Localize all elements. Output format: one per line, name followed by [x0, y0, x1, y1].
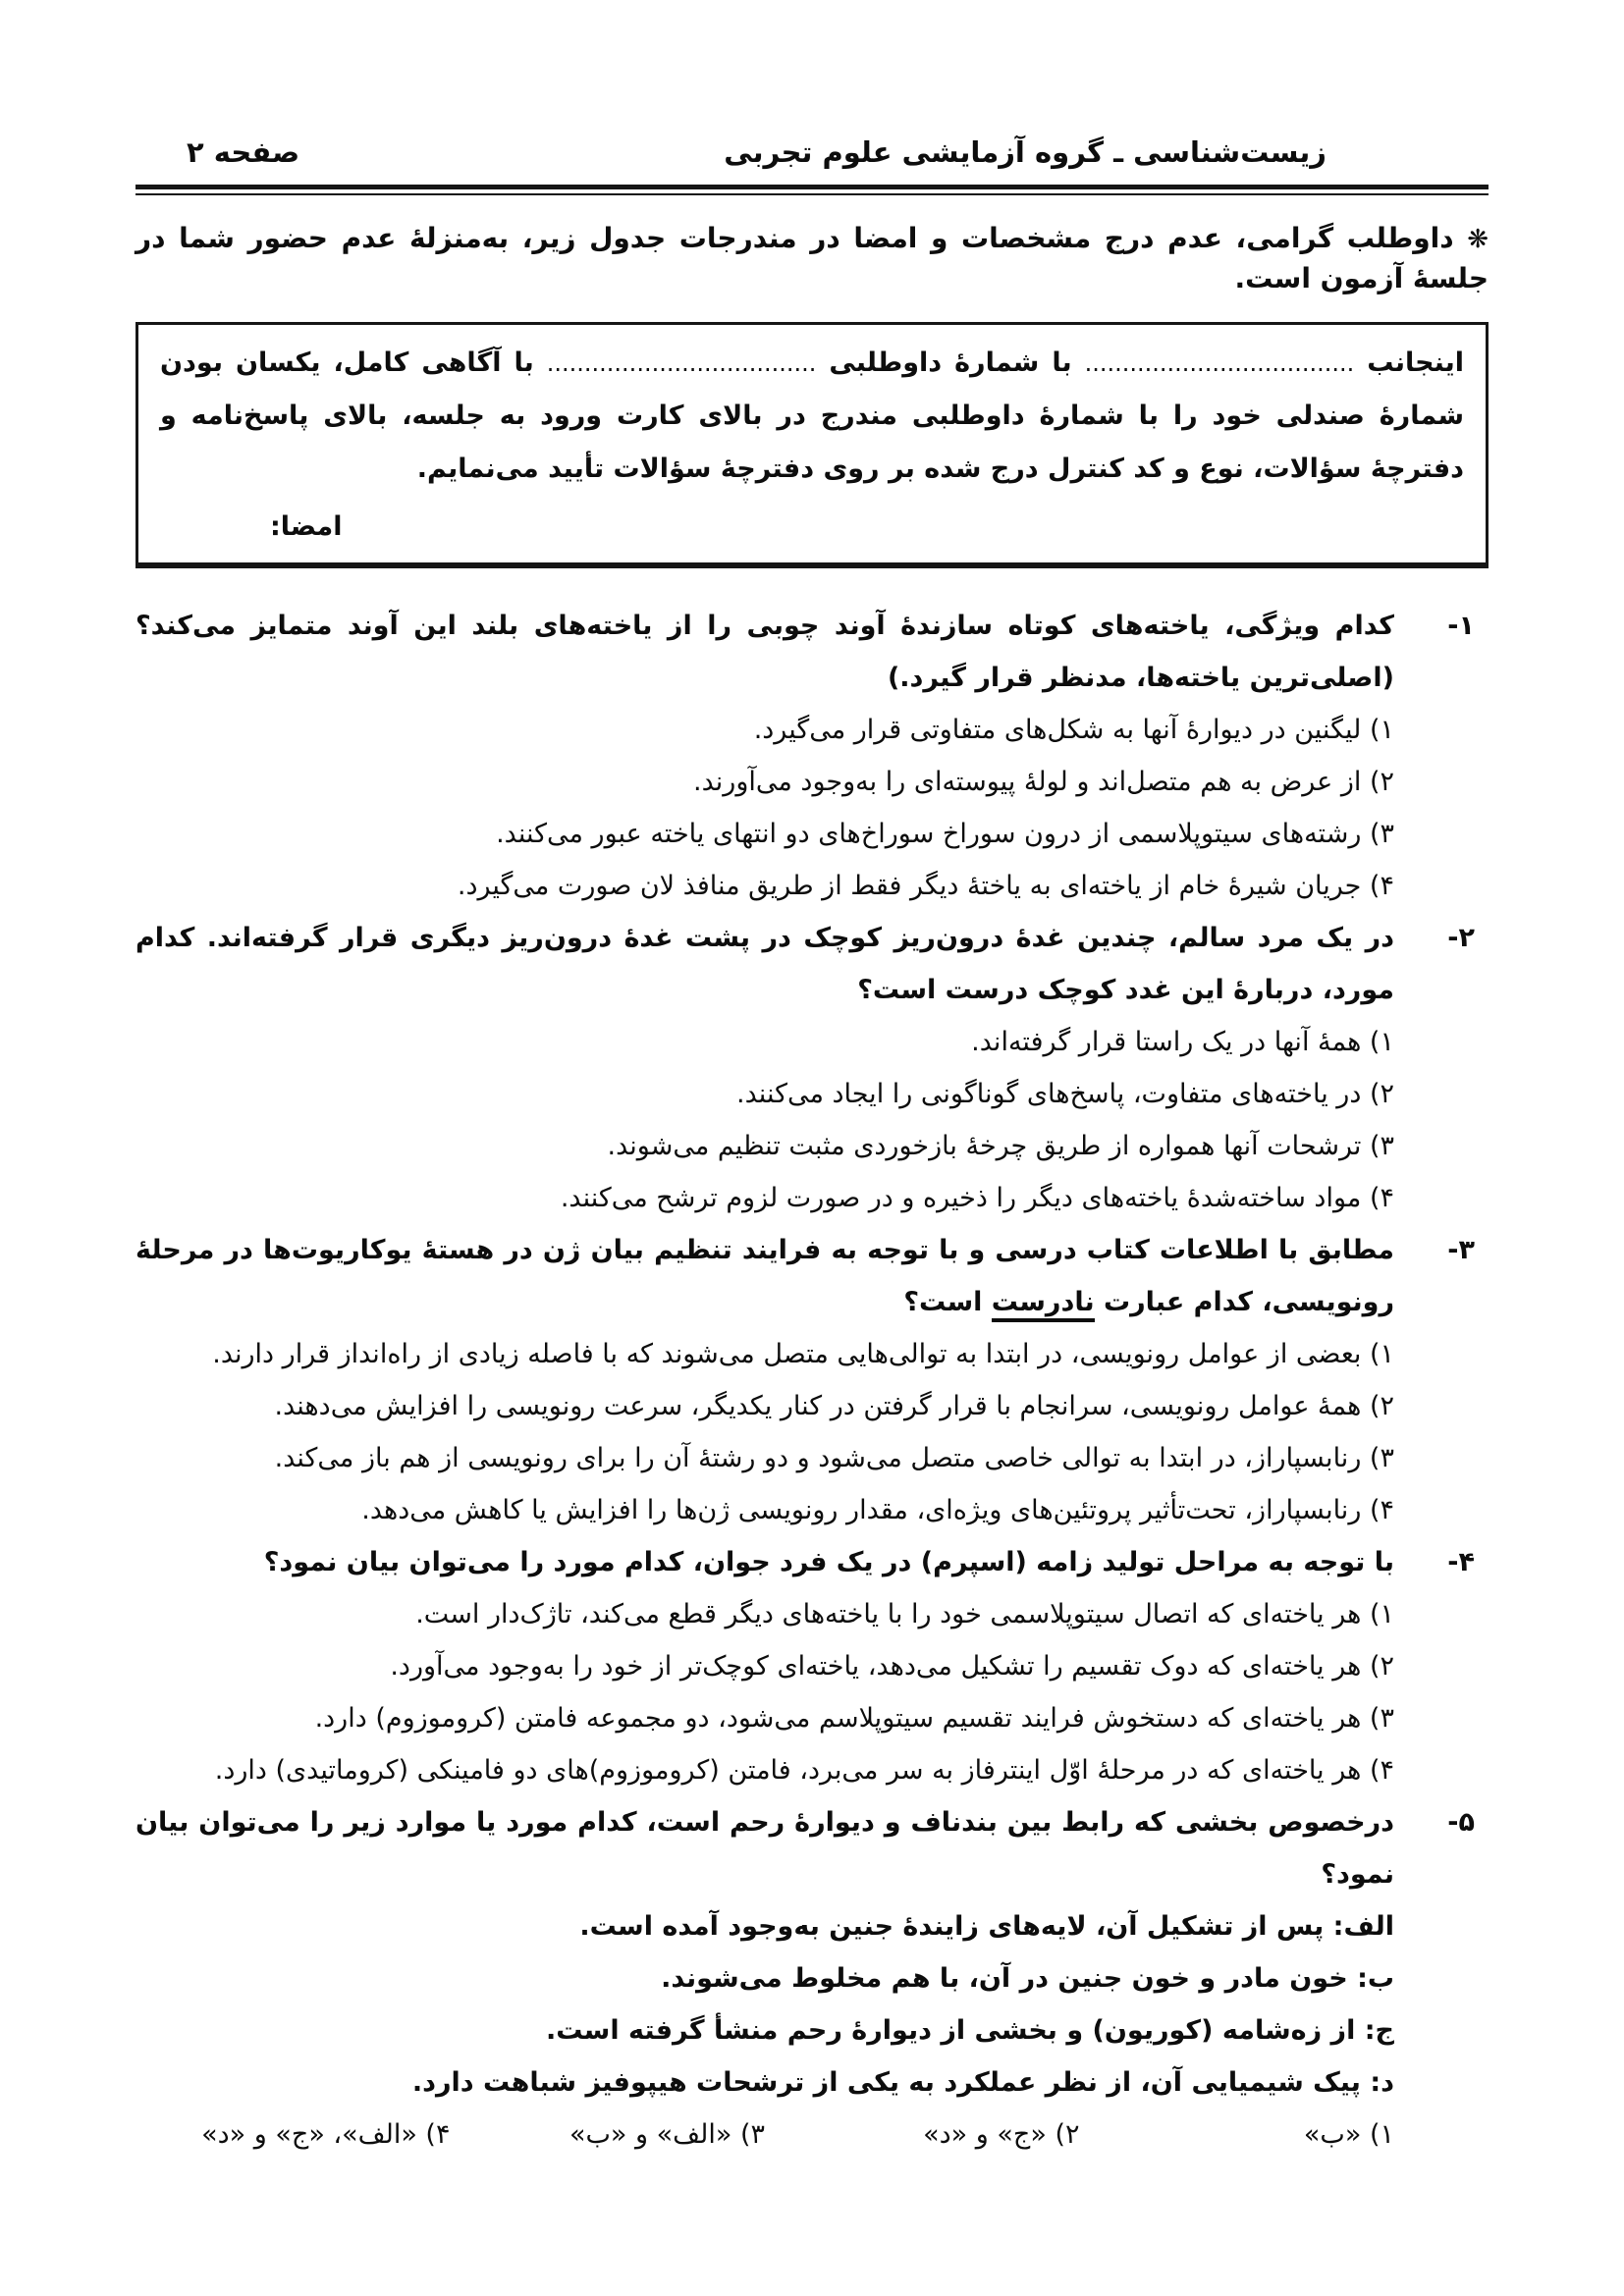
question-number: ۴- [1447, 1547, 1475, 1577]
question-item [135, 1536, 1475, 1796]
answer-option: ۱) همهٔ آنها در یک راستا قرار گرفته‌اند. [971, 1027, 1394, 1057]
answer-option: ۳) رنابسپاراز، در ابتدا به توالی خاصی متصل می‌شود و دو رشتهٔ آن را برای رونویسی از هم باز می‌کند. [274, 1443, 1394, 1473]
question-stem [135, 912, 1394, 1016]
stem-text: با توجه به مراحل تولید زامه (اسپرم) در یک فرد جوان، کدام مورد را می‌توان بیان نمود؟ [263, 1547, 1394, 1577]
answer-option: ۱) «ب» [1303, 2119, 1394, 2150]
asterisk-icon: ❋ [1467, 225, 1489, 254]
question-options [135, 1328, 1394, 1536]
question-options [135, 1016, 1394, 1224]
answer-option: ۲) در یاخته‌های متفاوت، پاسخ‌های گوناگونی را ایجاد می‌کنند. [736, 1079, 1394, 1109]
stem-text: درخصوص بخشی که رابط بین بندناف و دیوارهٔ رحم است، کدام مورد یا موارد زیر را می‌توان بیان نمود؟ [135, 1807, 1394, 1890]
answer-option: ۴) جریان شیرهٔ خام از یاخته‌ای به یاختهٔ دیگر فقط از طریق منافذ لان صورت می‌گیرد. [457, 871, 1394, 901]
question-body [135, 1796, 1394, 2161]
answer-option: ۳) هر یاخته‌ای که دستخوش فرایند تقسیم سیتوپلاسم می‌شود، دو مجموعه فامتن (کروموزوم) دارد. [314, 1703, 1394, 1734]
answer-option: ۲) هر یاخته‌ای که دوک تقسیم را تشکیل می‌دهد، یاخته‌ای کوچک‌تر از خود را به‌وجود می‌آورد. [390, 1651, 1394, 1682]
stem-text: است؟ [903, 1287, 992, 1317]
question-number: ۱- [1447, 611, 1475, 641]
question-item [135, 600, 1475, 912]
question-stem [135, 1796, 1394, 1900]
question-item [135, 1796, 1475, 2161]
answer-option: ۳) «الف» و «ب» [568, 2119, 765, 2150]
questions-list [135, 600, 1489, 2161]
answer-option: ۴) هر یاخته‌ای که در مرحلهٔ اوّل اینترفاز به سر می‌برد، فامتن (کروموزوم)های دو فامینکی (کروماتیدی) دارد. [214, 1755, 1394, 1786]
question-item [135, 912, 1475, 1224]
answer-option: ۱) هر یاخته‌ای که اتصال سیتوپلاسمی خود را با یاخته‌های دیگر قطع می‌کند، تاژک‌دار است. [415, 1599, 1394, 1629]
declaration-tail: با آگاهی کامل، یکسان بودن شمارهٔ صندلی خود را با شمارهٔ [160, 347, 1464, 431]
question-stem [135, 1536, 1394, 1588]
answer-option: ۴) مواد ساخته‌شدهٔ یاخته‌های دیگر را ذخیره و در صورت لزوم ترشح می‌کنند. [560, 1183, 1394, 1213]
header-divider-rule [135, 185, 1489, 195]
case-statement: الف: پس از تشکیل آن، لایه‌های زایندهٔ جنین به‌وجود آمده است. [579, 1911, 1394, 1942]
case-statement: د: پیک شیمیایی آن، از نظر عملکرد به یکی از ترشحات هیپوفیز شباهت دارد. [411, 2067, 1394, 2098]
question-number: ۳- [1447, 1235, 1475, 1265]
name-blank-field: .................................... [1084, 349, 1355, 377]
question-item [135, 1224, 1475, 1536]
candidate-number-blank-field: .................................... [546, 349, 817, 377]
declaration-line-3: سؤالات تأیید می‌نمایم. [416, 454, 712, 484]
page-header [135, 133, 1489, 171]
declaration-lead: اینجانب [1367, 347, 1464, 378]
underlined-keyword: نادرست [992, 1287, 1095, 1322]
answer-option: ۲) «ج» و «د» [923, 2119, 1080, 2150]
page-title: زیست‌شناسی ـ گروه آزمایشی علوم تجربی [724, 135, 1326, 169]
question-stem [135, 600, 1394, 704]
answer-option: ۴) رنابسپاراز، تحت‌تأثیر پروتئین‌های ویژه‌ای، مقدار رونویسی ژن‌ها را افزایش یا کاهش می‌دهد. [361, 1495, 1394, 1525]
question-cases [135, 1900, 1394, 2109]
declaration-mid: با شمارهٔ داوطلبی [829, 347, 1072, 378]
page-number-label: صفحه ۲ [187, 135, 300, 169]
stem-text: مطابق با اطلاعات کتاب درسی و با توجه به فرایند تنظیم بیان ژن در هستهٔ یوکاریوت‌ها در مرحلهٔ رونویسی، کدام عبارت [135, 1235, 1394, 1317]
stem-text: در یک مرد سالم، چندین غدهٔ درون‌ریز کوچک در پشت غدهٔ درون‌ریز دیگری قرار گرفته‌اند. کدام مورد، دربارهٔ این غدد کوچک درست است؟ [135, 923, 1394, 1005]
question-options [135, 1588, 1394, 1796]
signature-label: امضا: [270, 511, 343, 542]
declaration-box [135, 322, 1489, 568]
question-options [135, 704, 1394, 912]
answer-option: ۲) همهٔ عوامل رونویسی، سرانجام با قرار گرفتن در کنار یکدیگر، سرعت رونویسی را افزایش می‌دهند. [274, 1391, 1394, 1421]
case-statement: ج: از زه‌شامه (کوریون) و بخشی از دیوارهٔ رحم منشأ گرفته است. [545, 2015, 1394, 2046]
answer-option: ۲) از عرض به هم متصل‌اند و لولهٔ پیوسته‌ای را به‌وجود می‌آورند. [693, 767, 1394, 797]
candidate-notice [135, 219, 1489, 298]
question-options [135, 2109, 1394, 2161]
answer-option: ۱) بعضی از عوامل رونویسی، در ابتدا به توالی‌هایی متصل می‌شوند که با فاصله زیادی از راه‌انداز قرار دارند. [212, 1339, 1394, 1369]
case-statement: ب: خون مادر و خون جنین در آن، با هم مخلوط می‌شوند. [661, 1963, 1394, 1994]
answer-option: ۳) ترشحات آنها همواره از طریق چرخهٔ بازخوردی مثبت تنظیم می‌شوند. [607, 1131, 1394, 1161]
question-number: ۵- [1447, 1807, 1475, 1838]
question-stem [135, 1224, 1394, 1328]
question-body [135, 1536, 1394, 1796]
question-number: ۲- [1447, 923, 1475, 953]
declaration-line-1 [160, 337, 1464, 496]
notice-text: داوطلب گرامی، عدم درج مشخصات و امضا در مندرجات جدول زیر، به‌منزلهٔ عدم حضور شما در جلسهٔ آزمون است. [135, 222, 1489, 294]
answer-option: ۴) «الف»، «ج» و «د» [201, 2119, 451, 2150]
answer-option: ۱) لیگنین در دیوارهٔ آنها به شکل‌های متفاوتی قرار می‌گیرد. [753, 715, 1394, 745]
stem-text: کدام ویژگی، یاخته‌های کوتاه سازندهٔ آوند چوبی را از یاخته‌های بلند این آوند متمایز می‌کند؟ (اصلی‌ترین یاخته‌ها، مدنظر قرار گیرد.) [135, 611, 1394, 693]
question-body [135, 600, 1394, 912]
answer-option: ۳) رشته‌های سیتوپلاسمی از درون سوراخ سوراخ‌های دو انتهای یاخته عبور می‌کنند. [496, 819, 1394, 849]
question-body [135, 1224, 1394, 1536]
declaration-line-2: داوطلبی مندرج در بالای کارت ورود به جلسه، بالای پاسخ‌نامه و دفترچهٔ سؤالات، نوع و کد کنترل درج شده بر روی دفترچهٔ [160, 400, 1464, 484]
question-body [135, 912, 1394, 1224]
